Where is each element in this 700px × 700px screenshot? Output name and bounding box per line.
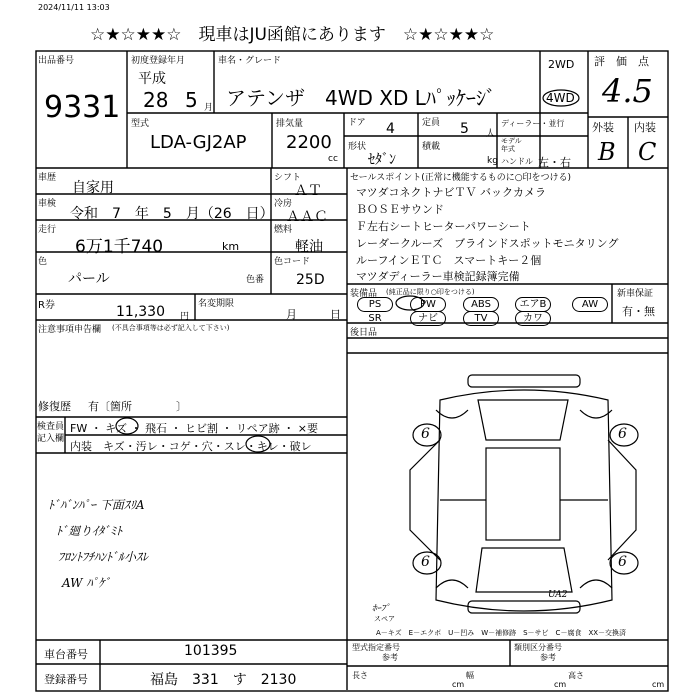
color-no-label: 色番 <box>246 275 265 285</box>
sales-point-6: マツダディーラー車検記録簿完備 <box>356 270 520 283</box>
car-diagram <box>410 375 636 613</box>
model-label: 型式 <box>131 119 150 129</box>
tire-mark-fr: 6 <box>618 426 627 442</box>
reg-year: 28 <box>143 88 169 112</box>
equipment-sub: (純正品に限り○印をつける) <box>386 288 475 296</box>
load-label: 積載 <box>422 142 441 152</box>
ua-mark: UA2 <box>548 590 568 600</box>
hgt-label: 高さ <box>568 671 584 680</box>
equip-pw: PW <box>410 297 446 312</box>
ac-label: 冷房 <box>274 199 293 209</box>
equipment-label: 装備品 <box>350 289 378 299</box>
equip-navi: ナビ <box>410 311 446 326</box>
handle: 左・右 <box>538 156 571 169</box>
registration-no: 福島 331 す 2130 <box>150 672 297 688</box>
tire-mark-fl: 6 <box>421 426 430 442</box>
model-year-label: モデル 年式 <box>501 137 522 153</box>
warranty: 有・無 <box>622 305 655 318</box>
sales-point-2: ＢＯＳＥサウンド <box>356 203 444 216</box>
postfit-label: 後日品 <box>350 328 378 338</box>
color: パール <box>68 271 110 287</box>
history-label: 車歴 <box>38 173 57 183</box>
name-change: 月 日 <box>286 308 341 321</box>
hope-mark: ﾎｰﾌﾟ <box>372 604 391 614</box>
first-reg-label: 初度登録年月 <box>131 56 186 66</box>
car-name: アテンザ 4WD XD Lﾊﾟｯｹｰｼﾞ <box>226 86 496 110</box>
cls-ref: 参考 <box>540 653 556 662</box>
person-unit: 人 <box>486 129 496 139</box>
len-label: 長さ <box>352 671 368 680</box>
drive-4wd: 4WD <box>546 91 575 105</box>
recycle-label: R券 <box>38 300 55 311</box>
handle-label: ハンドル <box>501 157 533 166</box>
note-3: ﾌﾛﾝﾄﾌﾁﾊﾝﾄﾞﾙ小ｽﾚ <box>58 550 149 564</box>
tire-mark-rl: 6 <box>421 554 430 570</box>
lot-number: 9331 <box>44 90 121 125</box>
inspection: 令和 7 年 5 月（26 日） <box>70 206 274 222</box>
capacity-label: 定員 <box>422 118 441 128</box>
cert-ref: 参考 <box>382 653 398 662</box>
chassis-label: 車台番号 <box>44 648 88 661</box>
note-1: ﾄﾞﾊﾞﾝﾊﾟｰ 下面ｽﾘA <box>48 498 145 512</box>
fuel: 軽油 <box>295 239 323 255</box>
repair-label: 修復歴 <box>38 400 71 413</box>
color-label: 色 <box>38 257 48 267</box>
inspector-row-2: 内装 キズ・汚レ・コゲ・穴・スレ・キレ・破レ <box>70 440 312 453</box>
timestamp: 2024/11/11 13:03 <box>38 3 110 12</box>
equip-abs: ABS <box>463 297 499 312</box>
history: 自家用 <box>72 180 114 196</box>
sales-point-1: マツダコネクトナビＴＶ バックカメラ <box>356 186 547 199</box>
dealer-label: ディーラー・並行 <box>501 119 565 128</box>
tire-mark-rr: 6 <box>618 554 627 570</box>
reg-month: 5 <box>185 88 198 112</box>
exterior-label: 外装 <box>592 121 614 134</box>
note-4: AW ﾊﾟｹﾞ <box>62 576 111 590</box>
recycle-amount: 11,330 <box>116 304 165 320</box>
recycle-unit: 円 <box>180 312 190 322</box>
registration-label: 登録番号 <box>44 673 88 686</box>
shift: ＡＴ <box>294 183 322 199</box>
name-change-label: 名変期限 <box>198 299 235 309</box>
sales-point-label: セールスポイント(正常に機能するものに○印をつける) <box>350 173 572 183</box>
wid-unit: cm <box>554 680 567 689</box>
cls-label: 類別区分番号 <box>514 643 562 652</box>
ac: ＡＡＣ <box>286 209 328 225</box>
color-code: 25D <box>296 272 325 288</box>
doors-label: ドア <box>348 118 366 128</box>
cert-label: 型式指定番号 <box>352 643 400 652</box>
inspector-row-1: FW ・ キズ ・ 飛石 ・ ヒビ割 ・ リペア跡 ・ ×要 <box>70 422 318 435</box>
repair: 有〔箇所 〕 <box>88 400 187 413</box>
equip-sr: SR <box>368 313 382 324</box>
drive-2wd: 2WD <box>548 58 575 71</box>
model-code: LDA-GJ2AP <box>150 132 247 153</box>
shift-label: シフト <box>274 173 302 183</box>
equip-ps: PS <box>357 297 393 312</box>
mileage: 6万1千740 <box>75 237 164 257</box>
mileage-unit: km <box>222 240 240 253</box>
grade-score: 4.5 <box>602 72 653 110</box>
grade-label: 評 価 点 <box>594 55 649 68</box>
sales-point-3: Ｆ左右シートヒーターパワーシート <box>356 220 531 233</box>
warranty-label: 新車保証 <box>617 289 654 299</box>
displacement-label: 排気量 <box>276 119 304 129</box>
color-code-label: 色コード <box>274 257 311 267</box>
interior-grade: C <box>638 138 657 166</box>
len-unit: cm <box>452 680 465 689</box>
equip-airbag: エアB <box>515 297 551 312</box>
capacity: 5 <box>460 121 469 137</box>
interior-label: 内装 <box>634 121 656 134</box>
page-header: ☆★☆★★☆ 現車はJU函館にあります ☆★☆★★☆ <box>90 25 495 45</box>
doors: 4 <box>386 121 395 137</box>
hgt-unit: cm <box>652 680 665 689</box>
equip-aw: AW <box>572 297 608 312</box>
shape-label: 形状 <box>348 142 367 152</box>
exterior-grade: B <box>598 138 616 166</box>
era: 平成 <box>138 71 166 87</box>
fuel-label: 燃料 <box>274 225 293 235</box>
sales-point-5: ルーフインＥＴＣ スマートキー２個 <box>356 254 542 267</box>
shape: ｾﾀﾞﾝ <box>368 152 396 168</box>
inspector-label: 検査員 記入欄 <box>37 422 65 444</box>
chassis-no: 101395 <box>184 643 238 659</box>
displacement: 2200 <box>286 132 332 153</box>
spare-label: スペア <box>374 615 395 623</box>
kg-unit: kg <box>487 156 498 166</box>
equip-tv: TV <box>463 311 499 326</box>
notes-sub: (不具合事項等は必ず記入して下さい) <box>112 324 230 332</box>
lot-label: 出品番号 <box>38 56 75 66</box>
note-2: ﾄﾞ廻りｲﾀﾞﾐﾄ <box>56 524 123 538</box>
damage-legend: A－キズ E－エクボ U－凹み W－補修跡 S－サビ C－腐食 XX－交換済 <box>376 629 627 637</box>
notes-label: 注意事項申告欄 <box>38 325 102 335</box>
sales-point-4: レーダークルーズ ブラインドスポットモニタリング <box>356 237 619 250</box>
month-unit: 月 <box>204 103 214 113</box>
equip-leather: カワ <box>515 311 551 326</box>
wid-label: 幅 <box>466 671 474 680</box>
inspection-label: 車検 <box>38 199 57 209</box>
mileage-label: 走行 <box>38 225 57 235</box>
cc-unit: cc <box>328 154 338 164</box>
name-grade-label: 車名・グレード <box>218 56 282 66</box>
